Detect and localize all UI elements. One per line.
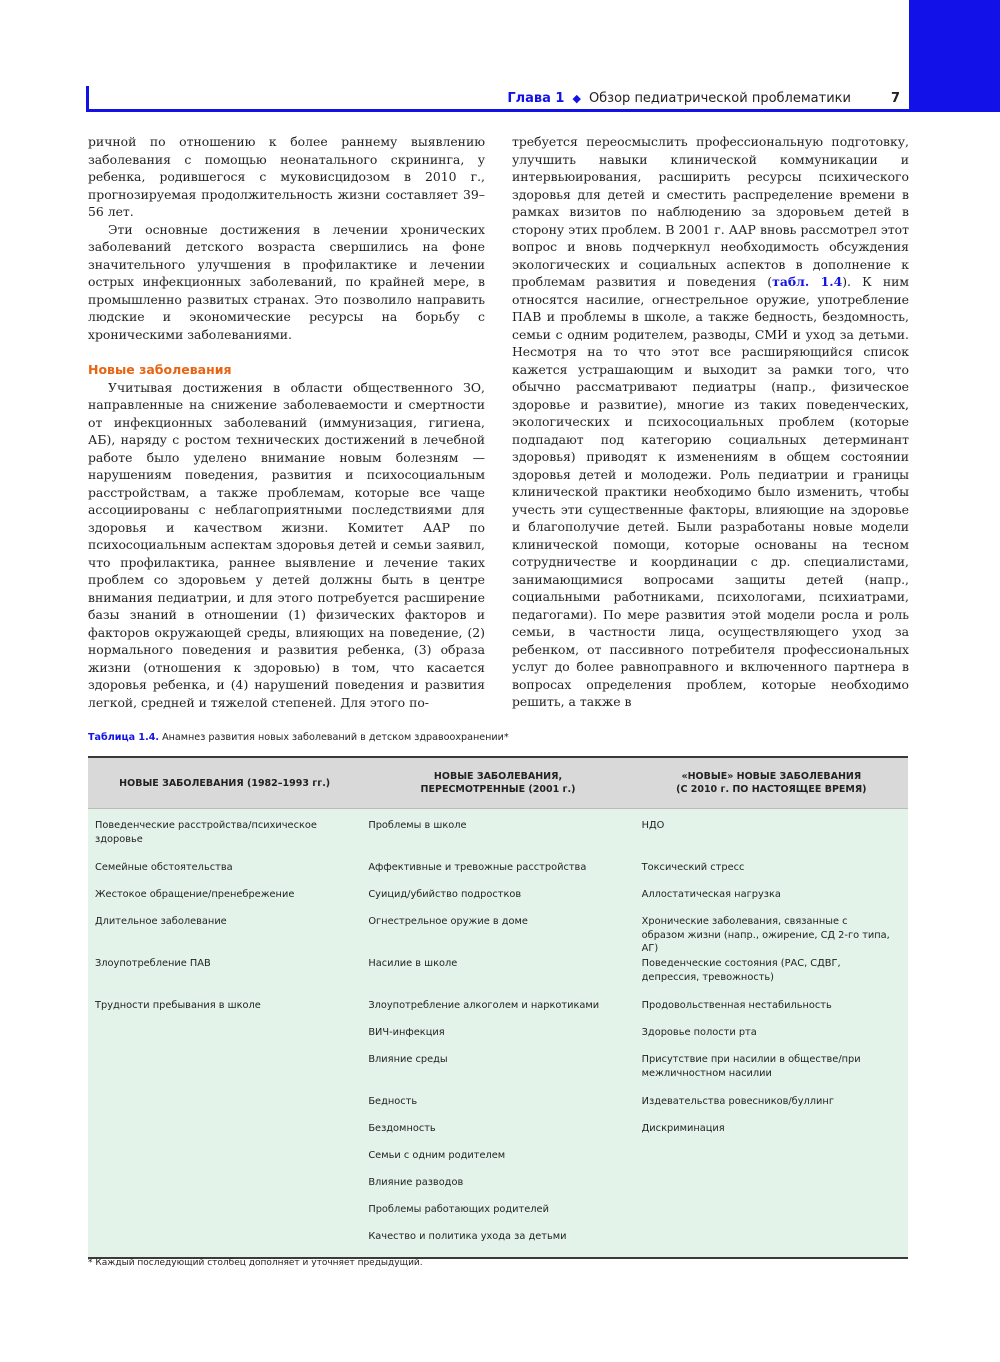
table-row bbox=[88, 1022, 908, 1049]
paragraph-text: требуется переосмыслить профессиональную подготовку, улучшить навыки клинической коммуникации и интервьюирования, расширить ресурсы психического здоровья для детей и сместить распределение времени в рамках визитов по наблюдению за здоровьем детей в сторону этих проблем. В 2001 г. ААР вновь рассмотрел этот вопрос и вновь подчеркнул необходимость обсуждения экологических и социальных аспектов в дополнение к проблемам развития и поведения ( bbox=[512, 134, 909, 289]
table-cell bbox=[88, 1226, 361, 1253]
table-cell: Жестокое обращение/пренебрежение bbox=[95, 889, 295, 900]
paragraph: Эти основные достижения в лечении хронических заболеваний детского возраста свершились на фоне значительного улучшения в профилактике и лечении острых инфекционных заболеваний, по крайней мере, в промышленно развитых странах. Это позволило направить людские и экономические ресурсы на борьбу с хроническими заболеваниями. bbox=[88, 221, 485, 342]
table-cell: Злоупотребление алкоголем и наркотиками bbox=[368, 1000, 600, 1011]
page-number: 7 bbox=[890, 90, 900, 106]
table-cell: Качество и политика ухода за детьми bbox=[368, 1231, 567, 1242]
table-cell: Присутствие при насилии в обществе/при межличностном насилии bbox=[641, 1054, 861, 1079]
table-cell bbox=[88, 1049, 361, 1091]
table-header bbox=[88, 758, 908, 809]
table-cell bbox=[635, 1199, 908, 1226]
table-row bbox=[88, 911, 908, 953]
table-cell: Аллостатическая нагрузка bbox=[641, 889, 781, 900]
table-cell: Издевательства ровесников/буллинг bbox=[641, 1096, 834, 1107]
table-row bbox=[88, 884, 908, 911]
table-cell: НДО bbox=[641, 820, 665, 831]
table-row bbox=[88, 1172, 908, 1199]
table-cell: Влияние среды bbox=[368, 1054, 448, 1065]
table-row bbox=[88, 815, 908, 857]
table-cell: Проблемы в школе bbox=[368, 820, 467, 831]
section-heading: Новые заболевания bbox=[88, 362, 232, 377]
table-cell: Семьи с одним родителем bbox=[368, 1150, 506, 1161]
table-row bbox=[88, 1091, 908, 1118]
table-cell: ВИЧ-инфекция bbox=[368, 1027, 445, 1038]
table-reference-link[interactable]: табл. 1.4 bbox=[772, 274, 843, 289]
table-footnote: * Каждый последующий столбец дополняет и уточняет предыдущий. bbox=[88, 1258, 423, 1268]
table-cell: Дискриминация bbox=[641, 1123, 725, 1134]
running-header bbox=[500, 88, 900, 108]
table-cell bbox=[635, 1145, 908, 1172]
table-cell: Здоровье полости рта bbox=[641, 1027, 757, 1038]
column-header: НОВЫЕ ЗАБОЛЕВАНИЯ (1982–1993 гг.) bbox=[119, 777, 331, 789]
diamond-icon: ◆ bbox=[572, 91, 581, 105]
table-row bbox=[88, 1049, 908, 1091]
table-row bbox=[88, 1145, 908, 1172]
paragraph: ричной по отношению к более раннему выявлению заболевания с помощью неонатального скрининга, у ребенка, родившегося с муковисцидозом в 2010 г., прогнозируемая продолжительность жизни составляет 39–56 лет. bbox=[88, 134, 485, 219]
paragraph-text: ). К ним относятся насилие, огнестрельное оружие, употребление ПАВ и проблемы в школе, а также бедность, бездомность, семьи с одним родителем, разводы, СМИ и уход за детьми. Несмотря на то что этот все расширяющийся список кажется устрашающим и выходит за рамки того, что обычно рассматривают педиатры (напр., физическое здоровье и развитие), многие из таких поведенческих, экологических и психосоциальных проблем (которые подпадают под категорию социальных детерминант здоровья) приводят к изменениям в общем состоянии здоровья детей и молодежи. Роль педиатрии и границы клинической практики необходимо было изменить, чтобы учесть эти существенные факторы, влияющие на здоровье и благополучие детей. Были разработаны новые модели клинической помощи, которые основаны на тесном сотрудничестве и координации с др. специалистами, занимающимися вопросами защиты детей (напр., социальными работниками, психологами, психиатрами, педагогами). По мере развития этой модели росла и роль семьи, в частности лица, осуществляющего уход за ребенком, от пассивного потребителя профессиональных услуг до более равноправного и включенного партнера в вопросах определения проблем, которые необходимо решить, а также в bbox=[512, 274, 909, 709]
table-cell: Злоупотребление ПАВ bbox=[95, 958, 211, 969]
table-caption bbox=[88, 732, 509, 743]
diseases-table bbox=[88, 756, 908, 1259]
table-row bbox=[88, 1118, 908, 1145]
table-row bbox=[88, 857, 908, 884]
header-rule bbox=[86, 109, 911, 112]
table-cell bbox=[88, 1145, 361, 1172]
table-cell: Токсический стресс bbox=[641, 862, 745, 873]
table-cell: Семейные обстоятельства bbox=[95, 862, 233, 873]
table-cell bbox=[88, 1091, 361, 1118]
table-cell: Насилие в школе bbox=[368, 958, 458, 969]
paragraph: Учитывая достижения в области общественного ЗО, направленные на снижение заболеваемости и смертности от инфекционных заболеваний (иммунизация, гигиена, АБ), наряду с ростом технических достижений в лечебной работе было уделено внимание новым болезням — нарушениям поведения, развития и психосоциальным расстройствам, а также проблемам, которые все чаще ассоциированы с неблагоприятными последствиями для здоровья и качеством жизни. Комитет ААР по психосоциальным аспектам здоровья детей и семьи заявил, что профилактика, раннее выявление и лечение таких проблем со здоровьем у детей должны быть в центре внимания педиатрии, и для этого потребуется расширение базы знаний в отношении (1) физических факторов и факторов окружающей среды, влияющих на поведение, (2) нормального поведения и развития ребенка, (3) образа жизни (отношения к здоровью) в том, что касается здоровья ребенка, и (4) нарушений поведения и развития легкой, средней и тяжелой степеней. Для этого по- bbox=[88, 379, 485, 710]
table-cell: Влияние разводов bbox=[368, 1177, 464, 1188]
right-column bbox=[512, 133, 909, 711]
table-body bbox=[88, 809, 908, 1257]
table-row bbox=[88, 1226, 908, 1253]
table-cell bbox=[635, 1172, 908, 1199]
table-cell: Хронические заболевания, связанные с образом жизни (напр., ожирение, СД 2-го типа, АГ) bbox=[641, 916, 890, 954]
table-cell: Продовольственная нестабильность bbox=[641, 1000, 832, 1011]
table-cell: Аффективные и тревожные расстройства bbox=[368, 862, 587, 873]
table-cell: Огнестрельное оружие в доме bbox=[368, 916, 528, 927]
column-header: «НОВЫЕ» НОВЫЕ ЗАБОЛЕВАНИЯ (С 2010 г. ПО НАСТОЯЩЕЕ ВРЕМЯ) bbox=[676, 771, 867, 795]
table-cell bbox=[88, 1199, 361, 1226]
column-header: НОВЫЕ ЗАБОЛЕВАНИЯ, ПЕРЕСМОТРЕННЫЕ (2001 г.) bbox=[420, 771, 576, 795]
table-cell: Суицид/убийство подростков bbox=[368, 889, 522, 900]
table-cell: Бездомность bbox=[368, 1123, 436, 1134]
paragraph bbox=[512, 133, 909, 711]
table-cell: Трудности пребывания в школе bbox=[95, 1000, 261, 1011]
table-cell: Длительное заболевание bbox=[95, 916, 227, 927]
corner-color-tab bbox=[909, 0, 1000, 112]
table-cell bbox=[88, 1172, 361, 1199]
left-column bbox=[88, 133, 485, 711]
table-row bbox=[88, 995, 908, 1022]
table-caption-text: Анамнез развития новых заболеваний в детском здравоохранении* bbox=[159, 732, 509, 743]
table-cell bbox=[635, 1226, 908, 1253]
table-cell: Поведенческие расстройства/психическое здоровье bbox=[95, 820, 317, 845]
table-cell bbox=[88, 1118, 361, 1145]
chapter-label: Глава 1 bbox=[507, 90, 565, 106]
table-cell bbox=[88, 1022, 361, 1049]
table-cell: Поведенческие состояния (РАС, СДВГ, депрессия, тревожность) bbox=[641, 958, 841, 983]
table-cell: Бедность bbox=[368, 1096, 418, 1107]
chapter-title: Обзор педиатрической проблематики bbox=[588, 90, 851, 106]
table-row bbox=[88, 953, 908, 995]
table-row bbox=[88, 1199, 908, 1226]
table-caption-number: Таблица 1.4. bbox=[88, 732, 160, 743]
table-cell: Проблемы работающих родителей bbox=[368, 1204, 549, 1215]
